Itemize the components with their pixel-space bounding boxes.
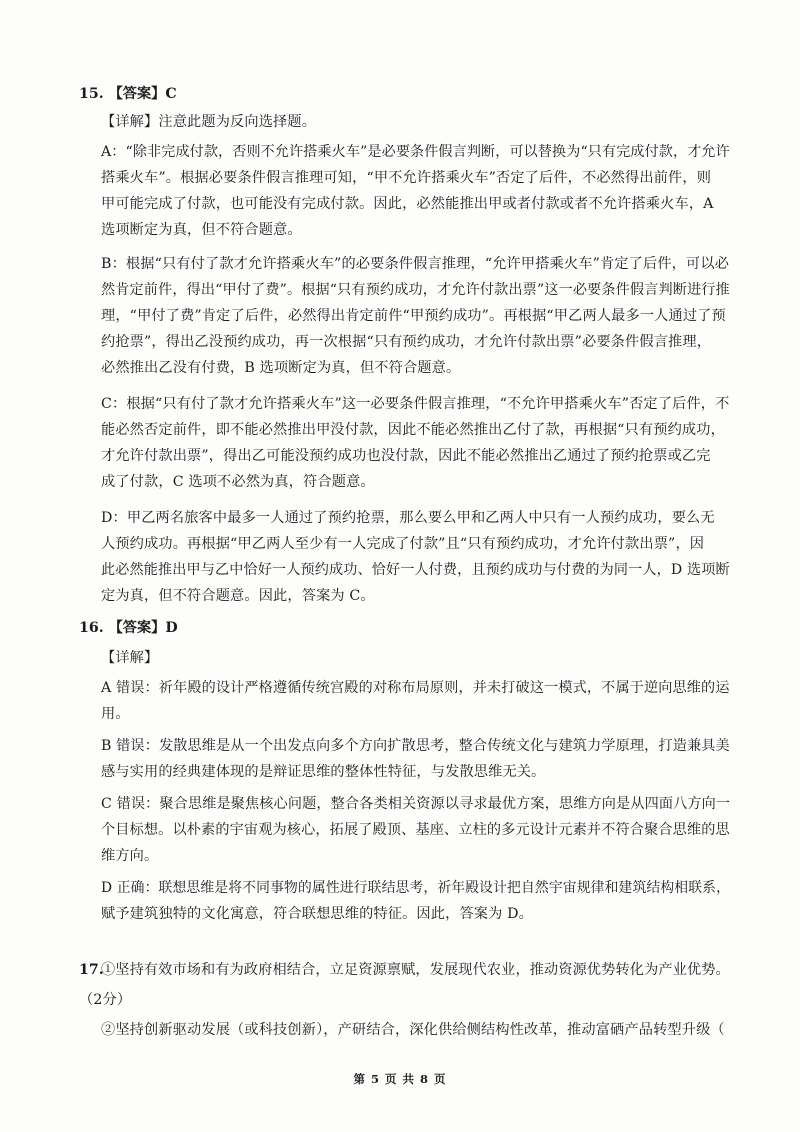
q17-line: （2分） [79, 992, 132, 1008]
q16-line: B 错误：发散思维是从一个出发点向多个方向扩散思考，整合传统文化与建筑力学原理，打造兼具美 [101, 738, 730, 754]
q15-line: 成了付款，C 选项不必然为真，符合题意。 [101, 474, 375, 490]
q16-line: 用。 [101, 706, 130, 722]
q16-line: D 正确：联想思维是将不同事物的属性进行联结思考，祈年殿设计把自然宇宙规律和建筑结构相联系， [101, 880, 731, 896]
q15-line: 人预约成功。再根据“甲乙两人至少有一人完成了付款”且“只有预约成功，才允许付款出票”，因 [101, 536, 705, 552]
q15-line: 约抢票”，得出乙没预约成功，再一次根据“只有预约成功，才允许付款出票”必要条件假言推理， [101, 334, 712, 350]
answer-15-header: 15. 【答案】C [79, 86, 177, 102]
q16-line: 个目标想。以朴素的宇宙观为核心，拓展了殿顶、基座、立柱的多元设计元素并不符合聚合思维的思 [101, 822, 730, 838]
q16-line: 维方向。 [101, 848, 159, 864]
q16-line: 【详解】 [101, 650, 159, 666]
q17-line: ②坚持创新驱动发展（或科技创新），产研结合，深化供给侧结构性改革，推动富硒产品转型升级（ [101, 1022, 725, 1038]
q15-line: 然肯定前件，得出“甲付了费”。根据“只有预约成功，才允许付款出票”这一必要条件假言判断进行推 [101, 282, 730, 298]
q15-line: 定为真，但不符合题意。因此，答案为 C。 [101, 588, 375, 604]
q15-line: 理，“甲付了费”肯定了后件，必然得出肯定前件“甲预约成功”。再根据“甲乙两人最多一人通过了预 [101, 308, 726, 324]
answer-17-header: 17. [79, 962, 104, 978]
q15-line: 甲可能完成了付款，也可能没有完成付款。因此，必然能推出甲或者付款或者不允许搭乘火车，A [101, 196, 714, 212]
q16-line: 赋予建筑独特的文化寓意，符合联想思维的特征。因此，答案为 D。 [101, 906, 533, 922]
q15-line: C：根据“只有付了款才允许搭乘火车”这一必要条件假言推理，“不允许甲搭乘火车”否定了后件，不 [101, 396, 730, 412]
q16-line: C 错误：聚合思维是聚焦核心问题，整合各类相关资源以寻求最优方案，思维方向是从四面八方向一 [101, 796, 731, 812]
q16-line: 感与实用的经典建体现的是辩证思维的整体性特征，与发散思维无关。 [101, 764, 546, 780]
answer-16-header: 16. 【答案】D [79, 620, 178, 636]
q15-line: B：根据“只有付了款才允许搭乘火车”的必要条件假言推理，“允许甲搭乘火车”肯定了后件，可以必 [101, 256, 730, 272]
q15-line: 【详解】注意此题为反向选择题。 [101, 114, 317, 130]
q15-line: 搭乘火车”。根据必要条件假言推理可知，“甲不允许搭乘火车”否定了后件，不必然得出前件，则 [101, 170, 712, 186]
q15-line: 必然推出乙没有付费，B 选项断定为真，但不符合题意。 [101, 360, 461, 376]
q15-line: 此必然能推出甲与乙中恰好一人预约成功、恰好一人付费，且预约成功与付费的为同一人，D 选项断 [101, 562, 730, 578]
q15-line: A：“除非完成付款，否则不允许搭乘火车”是必要条件假言判断，可以替换为“只有完成付款，才允许 [101, 144, 730, 160]
q15-line: 能必然否定前件，即不能必然推出甲没付款，因此不能必然推出乙付了款，再根据“只有预约成功， [101, 422, 725, 438]
q15-line: D：甲乙两名旅客中最多一人通过了预约抢票，那么要么甲和乙两人中只有一人预约成功，要么无 [101, 510, 715, 526]
q15-line: 选项断定为真，但不符合题意。 [101, 222, 302, 238]
q16-line: A 错误：祈年殿的设计严格遵循传统宫殿的对称布局原则，并未打破这一模式，不属于逆向思维的运 [101, 680, 730, 696]
page-number-footer: 第 5 页 共 8 页 [353, 1072, 447, 1086]
q17-line: ①坚持有效市场和有为政府相结合，立足资源禀赋，发展现代农业，推动资源优势转化为产业优势。 [101, 962, 730, 978]
q15-line: 才允许付款出票”，得出乙可能没预约成功也没付款，因此不能必然推出乙通过了预约抢票或乙完 [101, 448, 711, 464]
